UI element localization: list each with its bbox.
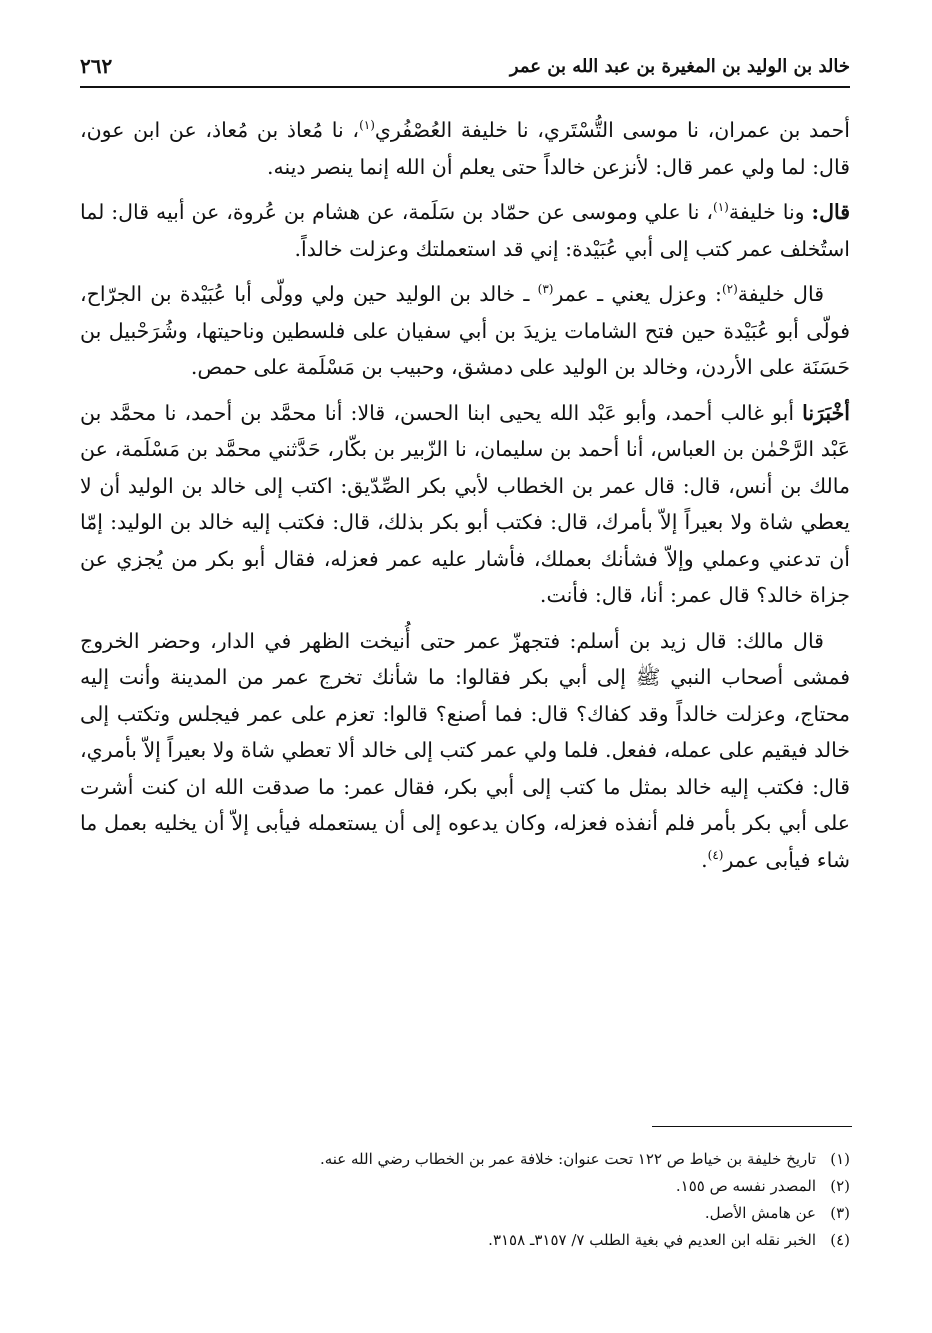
footnote-ref: (١) [713,200,729,215]
running-title: خالد بن الوليد بن المغيرة بن عبد الله بن عمر [509,56,850,77]
paragraph-5 [80,623,850,879]
page-header [80,46,850,88]
footnote-ref: (٤) [707,847,724,862]
paragraph-text: أحمد بن عمران، نا موسى التُّسْتَري، نا خليفة العُصْفُري [374,118,851,142]
paragraph-2 [80,194,850,267]
footnote-text: المصدر نفسه ص ١٥٥. [675,1177,816,1195]
paragraph-lead: قال: [811,200,851,224]
paragraph-text: أبو غالب أحمد، وأبو عَبْد الله يحيى ابنا الحسن، قالا: أنا محمَّد بن أحمد، نا محمَّد بن عَبْد الرَّحْمٰن بن العباس، أنا أحمد بن سليمان، نا الزّبير بن بكّار، حَدَّثني محمَّد بن مَسْلَمة، عن مالك بن أنس، قال: قال عمر بن الخطاب لأبي بكر الصِّدّيق: اكتب إلى خالد بن الوليد أن لا يعطي شاة ولا بعيراً إلاّ بأمرك، قال: فكتب أبو بكر بذلك، قال: فكتب إليه خالد بن الوليد: إمّا أن تدعني وعملي وإلاّ فشأنك بعملك، فأشار عليه عمر فعزله، فقال أبو بكر من يُجزي عن جزاة خالد؟ قال عمر: أنا، قال: فأنت. [80,400,850,607]
footnote-item [80,1200,850,1227]
footnote-number: (١) [830,1150,850,1168]
paragraph-3 [80,276,850,386]
footnote-separator [652,1126,852,1127]
paragraph-text: : وعزل يعني ـ عمر [553,282,722,306]
paragraph-text: . [701,847,708,872]
footnote-number: (٤) [830,1231,850,1249]
footnote-item [80,1227,850,1254]
paragraph-1 [80,112,850,185]
footnote-ref: (١) [359,118,375,133]
paragraph-text: ـ خالد بن الوليد حين ولي وولّى أبا عُبَيْدة بن الجرّاح، فولّى أبو عُبَيْدة حين فتح الشامات يزيدَ بن أبي سفيان على فلسطين وناحيتها، وشُرَحْبيل بن حَسَنَة على الأردن، وخالد بن الوليد على دمشق، وحبيب بن مَسْلَمة على حمص. [80,282,850,379]
footnote-text: تاريخ خليفة بن خياط ص ١٢٢ تحت عنوان: خلافة عمر بن الخطاب رضي الله عنه. [319,1150,816,1168]
footnote-item [80,1146,850,1173]
footnote-text: الخبر نقله ابن العديم في بغية الطلب ٧/ ٣١٥٧ـ ٣١٥٨. [488,1231,816,1249]
page-number: ٢٦٢ [80,54,113,78]
paragraph-4 [80,395,850,614]
footnote-ref: (٢) [721,282,738,297]
paragraph-text: ، نا علي وموسى عن حمّاد بن سَلَمة، عن هشام بن عُروة، عن أبيه قال: لما استُخلف عمر كتب إلى أبي عُبَيْدة: إني قد استعملتك وعزلت خالداً. [80,200,850,261]
paragraph-text: قال خليفة [737,282,824,306]
paragraph-lead: أخْبَرَنا [802,400,850,425]
footnotes [80,1146,850,1254]
footnote-number: (٣) [830,1204,850,1222]
footnote-text: عن هامش الأصل. [704,1204,816,1222]
paragraph-text: ، نا مُعاذ بن مُعاذ، عن ابن عون، قال: لما ولي عمر قال: لأنزعن خالداً حتى يعلم أن الله إنما ينصر دينه. [80,118,850,179]
paragraph-text: ونا خليفة [728,200,812,224]
footnote-ref: (٣) [537,282,554,297]
footnote-item [80,1173,850,1200]
main-text [80,112,850,887]
footnote-number: (٢) [830,1177,850,1195]
paragraph-text: قال مالك: قال زيد بن أسلم: فتجهزّ عمر حتى أُنيخت الظهر في الدار، وحضر الخروج فمشى أصحاب النبي ﷺ إلى أبي بكر فقالوا: ما شأنك تخرج عمر من المدينة وأنت إليه محتاج، وعزلت خالداً وقد كفاك؟ قال: فما أصنع؟ قالوا: تعزم على عمر فيجلس وتكتب إلى خالد فيقيم على عمله، ففعل. فلما ولي عمر كتب إلى خالد ألا تعطي شاة ولا بعيراً إلاّ بأمري، قال: فكتب إليه خالد بمثل ما كتب إلى أبي بكر، فقال عمر: ما صدقت الله ان كنت أشرت على أبي بكر بأمر فلم أنفذه فعزله، وكان يدعوه إلى أن يستعمله فيأبى إلاّ أن يخليه بعمل ما شاء فيأبى عمر [80,628,850,872]
